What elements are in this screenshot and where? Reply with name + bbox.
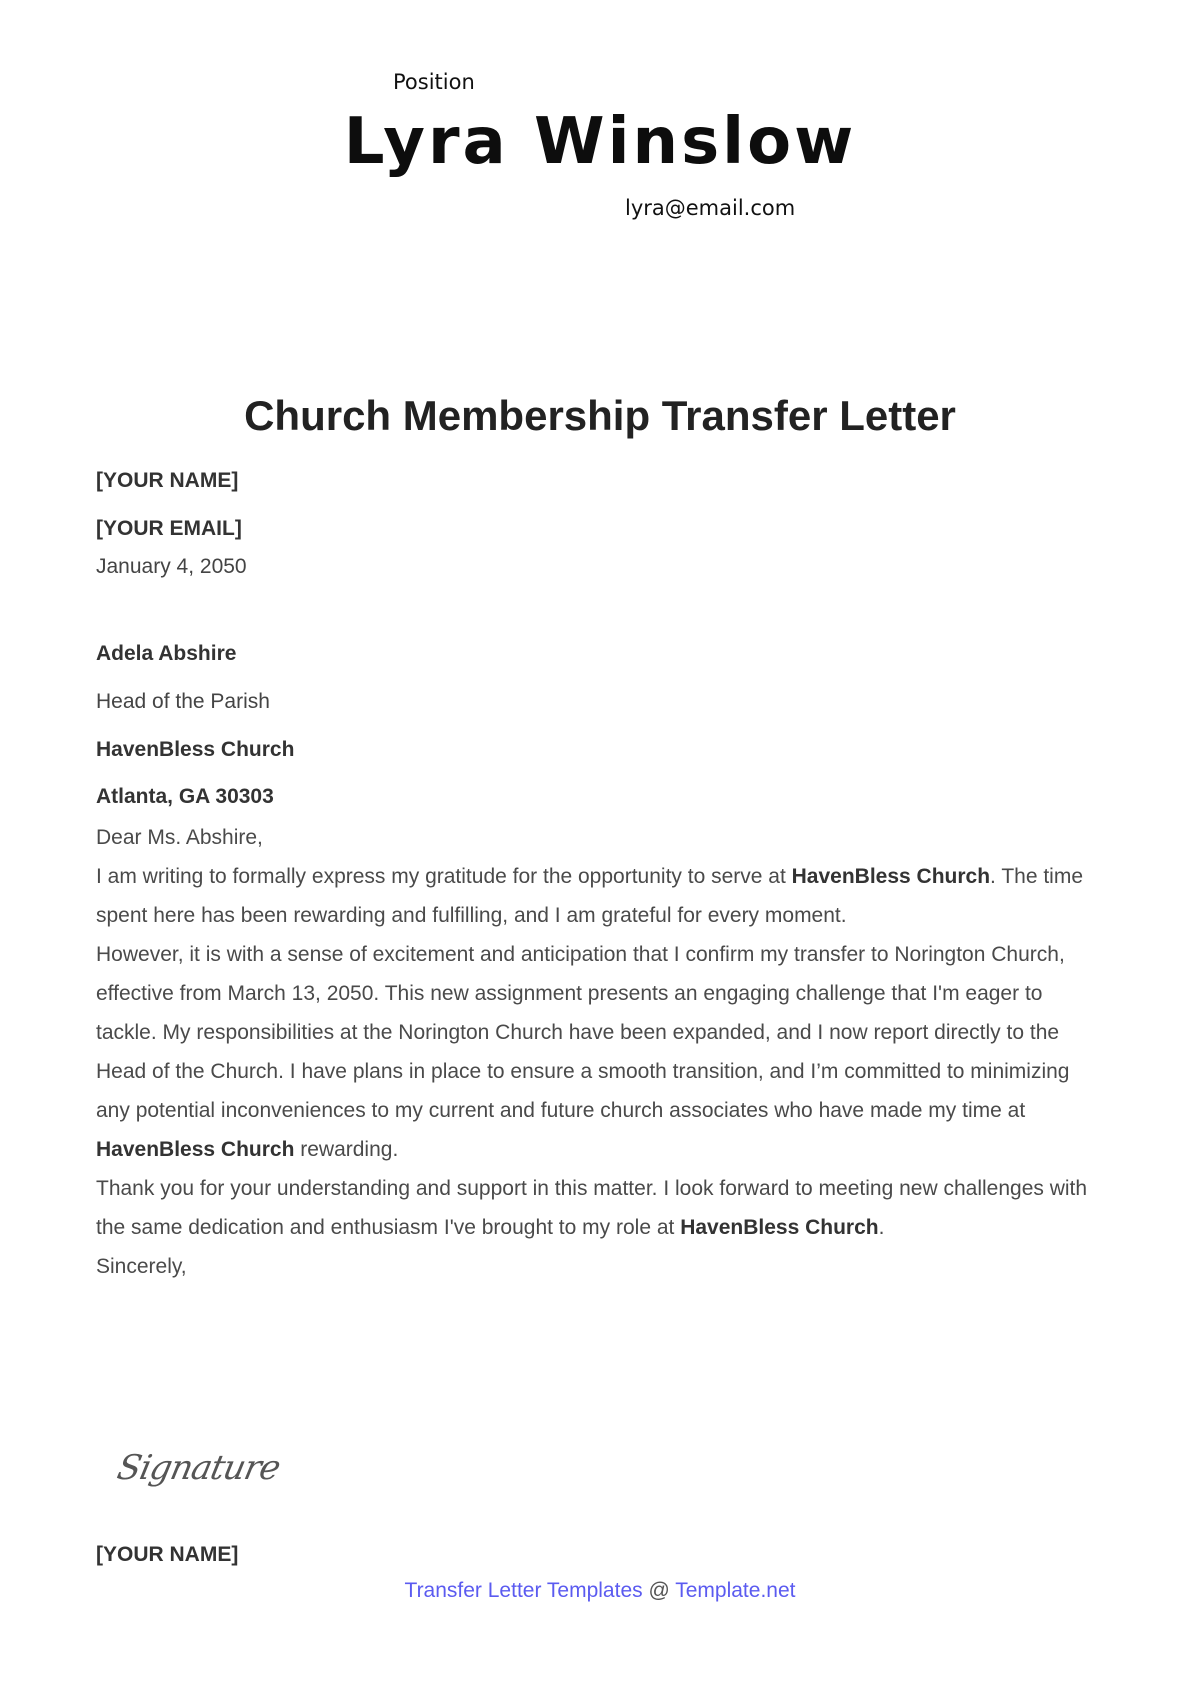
paragraph-2-text-start: However, it is with a sense of excitement and anticipation that I confirm my transfer to Norington Church, effective from March 13, 2050. This new assignment presents an engaging challenge that I'm eager to tackle. My responsibilities at the Norington Church have been expanded, and I now report directly to the Head of the Church. I have plans in place to ensure a smooth transition, and I’m committed to minimizing any potential inconveniences to my current and future church associates who have made my time at [96,943,1070,1122]
paragraph-2-church-name: HavenBless Church [96,1138,295,1161]
paragraph-3-text-start: Thank you for your understanding and support in this matter. I look forward to meeting new challenges with the same dedication and enthusiasm I've brought to my role at [96,1177,1088,1239]
letter-date: January 4, 2050 [96,555,247,578]
footer [0,1580,1200,1601]
paragraph-1 [96,857,1106,935]
sender-email: [YOUR EMAIL] [96,517,242,540]
signature: Signature [113,1448,284,1488]
header-email: lyra@email.com [625,196,796,220]
paragraph-1-church-name: HavenBless Church [791,865,991,888]
sender-name: [YOUR NAME] [96,469,239,492]
header-position: Position [393,70,475,94]
header-name: Lyra Winslow [343,105,857,179]
closing: Sincerely, [96,1255,187,1278]
signer-name: [YOUR NAME] [96,1543,239,1566]
paragraph-3 [96,1169,1106,1247]
paragraph-3-church-name: HavenBless Church [680,1216,879,1239]
letter-body [96,818,1106,1286]
recipient-name: Adela Abshire [96,642,237,665]
paragraph-1-text-end: . The time spent here has been rewarding and fulfilling, and I am grateful for every moment. [96,865,1084,927]
salutation: Dear Ms. Abshire, [96,826,263,849]
paragraph-1-text-start: I am writing to formally express my gratitude for the opportunity to serve at [96,865,792,888]
paragraph-3-text-end: . [878,1216,885,1239]
paragraph-2 [96,935,1106,1169]
footer-link-template-net[interactable]: Template.net [675,1579,796,1602]
recipient-role: Head of the Parish [96,690,270,713]
document-title: Church Membership Transfer Letter [244,392,956,439]
paragraph-2-text-end: rewarding. [294,1138,399,1161]
recipient-organization: HavenBless Church [96,738,295,761]
footer-link-templates[interactable]: Transfer Letter Templates [404,1579,643,1602]
footer-separator: @ [642,1579,676,1602]
recipient-address: Atlanta, GA 30303 [96,785,274,808]
